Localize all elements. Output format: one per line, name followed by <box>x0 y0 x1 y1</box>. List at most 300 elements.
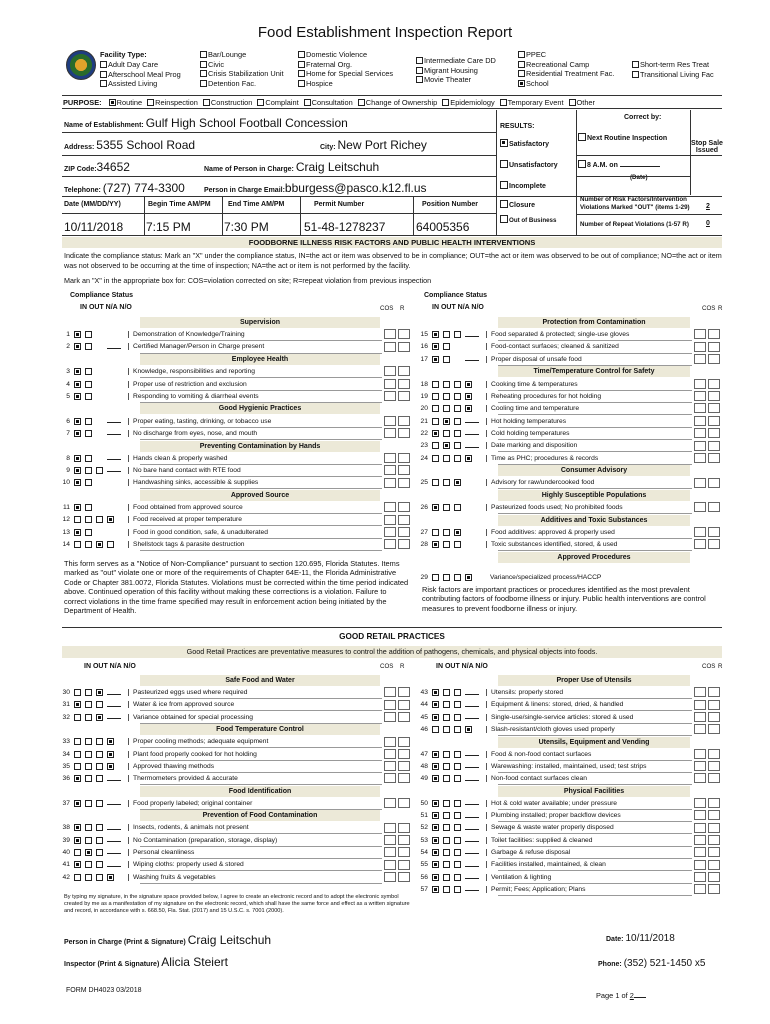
facility-type-option[interactable]: Bar/Lounge <box>200 50 284 60</box>
status-checkbox[interactable] <box>85 541 92 548</box>
cos-r-box[interactable] <box>398 773 410 783</box>
cos-r-box[interactable] <box>384 835 396 845</box>
status-checkbox[interactable] <box>443 442 450 449</box>
facility-type-option[interactable]: Recreational Camp <box>518 60 614 70</box>
status-checkbox[interactable] <box>443 751 450 758</box>
status-checkbox[interactable] <box>85 381 92 388</box>
status-checkbox[interactable] <box>454 504 461 511</box>
status-checkbox[interactable] <box>74 343 81 350</box>
status-checkbox[interactable] <box>74 861 81 868</box>
cos-r-box[interactable] <box>694 441 706 451</box>
cos-r-box[interactable] <box>708 354 720 364</box>
cos-r-box[interactable] <box>708 478 720 488</box>
cos-r-box[interactable] <box>708 527 720 537</box>
position-value[interactable]: 64005356 <box>416 220 470 234</box>
cos-r-box[interactable] <box>384 761 396 771</box>
status-checkbox[interactable] <box>443 726 450 733</box>
status-checkbox[interactable] <box>443 837 450 844</box>
permit-value[interactable]: 51-48-1278237 <box>304 220 386 234</box>
checkbox[interactable] <box>100 80 107 87</box>
cos-r-box[interactable] <box>694 354 706 364</box>
cos-r-box[interactable] <box>708 391 720 401</box>
inspector-signature[interactable]: Inspector (Print & Signature) Alicia Steiert <box>64 955 228 969</box>
compliance-item-row[interactable]: 20 Cooling time and temperature <box>420 402 722 415</box>
purpose-option[interactable]: Consultation <box>304 98 353 107</box>
cos-r-box[interactable] <box>398 761 410 771</box>
cos-r-box[interactable] <box>398 687 410 697</box>
cos-r-box[interactable] <box>398 835 410 845</box>
status-checkbox[interactable] <box>96 714 103 721</box>
status-checkbox[interactable] <box>432 714 439 721</box>
status-checkbox[interactable] <box>96 775 103 782</box>
cos-r-box[interactable] <box>398 502 410 512</box>
compliance-item-row[interactable]: 22 Cold holding temperatures <box>420 427 722 440</box>
cos-r-box[interactable] <box>384 416 396 426</box>
cos-r-box[interactable] <box>694 687 706 697</box>
status-checkbox[interactable] <box>74 368 81 375</box>
status-checkbox[interactable] <box>74 849 81 856</box>
status-checkbox[interactable] <box>85 689 92 696</box>
status-checkbox[interactable] <box>74 529 81 536</box>
cos-r-box[interactable] <box>694 835 706 845</box>
status-checkbox[interactable] <box>432 405 439 412</box>
cos-r-box[interactable] <box>708 823 720 833</box>
checkbox[interactable] <box>200 80 207 87</box>
status-checkbox[interactable] <box>107 763 114 770</box>
cos-r-box[interactable] <box>694 403 706 413</box>
status-checkbox[interactable] <box>443 381 450 388</box>
compliance-item-row[interactable]: 54 Garbage & refuse disposal <box>420 846 722 859</box>
status-checkbox[interactable] <box>443 714 450 721</box>
end-time-value[interactable]: 7:30 PM <box>224 220 269 234</box>
status-checkbox[interactable] <box>432 479 439 486</box>
cos-r-box[interactable] <box>384 773 396 783</box>
facility-type-option[interactable]: PPEC <box>518 50 614 60</box>
compliance-item-row[interactable]: 51 Plumbing installed; proper backflow devices <box>420 809 722 822</box>
status-checkbox[interactable] <box>74 751 81 758</box>
facility-type-option[interactable]: Movie Theater <box>416 75 496 85</box>
cos-r-box[interactable] <box>398 379 410 389</box>
compliance-item-row[interactable]: 16 Food-contact surfaces; cleaned & sanitized <box>420 341 722 354</box>
status-checkbox[interactable] <box>454 381 461 388</box>
cos-r-box[interactable] <box>398 453 410 463</box>
status-checkbox[interactable] <box>432 331 439 338</box>
status-checkbox[interactable] <box>85 529 92 536</box>
cos-r-box[interactable] <box>384 502 396 512</box>
status-checkbox[interactable] <box>454 405 461 412</box>
cos-r-box[interactable] <box>398 712 410 722</box>
compliance-item-row[interactable]: 37 Food properly labeled; original container <box>62 797 412 810</box>
status-checkbox[interactable] <box>454 689 461 696</box>
compliance-item-row[interactable]: 23 Date marking and disposition <box>420 440 722 453</box>
result-out-of-business[interactable]: Out of Business <box>500 215 556 224</box>
cos-r-box[interactable] <box>398 391 410 401</box>
status-checkbox[interactable] <box>454 714 461 721</box>
cos-r-box[interactable] <box>398 872 410 882</box>
am-on-date[interactable]: 8 A.M. on <box>578 160 660 169</box>
cos-r-box[interactable] <box>398 749 410 759</box>
compliance-item-row[interactable]: 2 Certified Manager/Person in Charge present <box>62 341 412 354</box>
cos-r-box[interactable] <box>694 527 706 537</box>
facility-type-option[interactable]: Home for Special Services <box>298 69 393 79</box>
status-checkbox[interactable] <box>432 849 439 856</box>
purpose-option[interactable]: Other <box>569 98 595 107</box>
compliance-item-row[interactable]: 26 Pasteurized foods used; No prohibited foods <box>420 501 722 514</box>
status-checkbox[interactable] <box>85 751 92 758</box>
purpose-option[interactable]: Temporary Event <box>500 98 564 107</box>
status-checkbox[interactable] <box>432 418 439 425</box>
status-checkbox[interactable] <box>74 738 81 745</box>
compliance-item-row[interactable]: 41 Wiping cloths: properly used & stored <box>62 859 412 872</box>
compliance-item-row[interactable]: 49 Non-food contact surfaces clean <box>420 772 722 785</box>
status-checkbox[interactable] <box>432 541 439 548</box>
status-checkbox[interactable] <box>432 529 439 536</box>
cos-r-box[interactable] <box>694 539 706 549</box>
status-checkbox[interactable] <box>454 861 461 868</box>
cos-r-box[interactable] <box>384 860 396 870</box>
status-checkbox[interactable] <box>432 800 439 807</box>
cos-r-box[interactable] <box>708 810 720 820</box>
status-checkbox[interactable] <box>74 701 81 708</box>
compliance-item-row[interactable]: 14 Shellstock tags & parasite destruction <box>62 538 412 551</box>
status-checkbox[interactable] <box>465 726 472 733</box>
cos-r-box[interactable] <box>384 749 396 759</box>
cos-r-box[interactable] <box>694 391 706 401</box>
result-closure[interactable]: Closure <box>500 200 535 209</box>
status-checkbox[interactable] <box>96 824 103 831</box>
facility-type-option[interactable]: Hospice <box>298 79 393 89</box>
compliance-item-row[interactable]: 8 Hands clean & properly washed <box>62 452 412 465</box>
compliance-item-row[interactable]: 35 Approved thawing methods <box>62 760 412 773</box>
status-checkbox[interactable] <box>96 689 103 696</box>
compliance-item-row[interactable]: 43 Utensils: properly stored <box>420 686 722 699</box>
cos-r-box[interactable] <box>694 416 706 426</box>
status-checkbox[interactable] <box>85 504 92 511</box>
compliance-item-row[interactable]: 33 Proper cooling methods; adequate equipment <box>62 736 412 749</box>
checkbox[interactable] <box>632 61 639 68</box>
status-checkbox[interactable] <box>74 331 81 338</box>
compliance-item-row[interactable]: 47 Food & non-food contact surfaces <box>420 748 722 761</box>
city-field[interactable]: City: New Port Richey <box>320 138 427 152</box>
cos-r-box[interactable] <box>694 478 706 488</box>
cos-r-box[interactable] <box>694 884 706 894</box>
compliance-item-row[interactable]: 9 No bare hand contact with RTE food <box>62 464 412 477</box>
facility-type-option[interactable]: Fraternal Org. <box>298 60 393 70</box>
status-checkbox[interactable] <box>443 800 450 807</box>
cos-r-box[interactable] <box>708 835 720 845</box>
status-checkbox[interactable] <box>74 541 81 548</box>
status-checkbox[interactable] <box>443 418 450 425</box>
status-checkbox[interactable] <box>85 479 92 486</box>
checkbox[interactable] <box>100 61 107 68</box>
cos-r-box[interactable] <box>398 428 410 438</box>
compliance-item-row[interactable]: 12 Food received at proper temperature <box>62 514 412 527</box>
compliance-item-row[interactable]: 7 No discharge from eyes, nose, and mouth <box>62 427 412 440</box>
facility-type-option[interactable]: Transitional Living Fac <box>632 70 714 80</box>
compliance-item-row[interactable]: 6 Proper eating, tasting, drinking, or tobacco use <box>62 415 412 428</box>
status-checkbox[interactable] <box>454 837 461 844</box>
facility-type-option[interactable]: School <box>518 79 614 89</box>
facility-type-option[interactable]: Residential Treatment Fac. <box>518 69 614 79</box>
status-checkbox[interactable] <box>443 479 450 486</box>
status-checkbox[interactable] <box>432 751 439 758</box>
cos-r-box[interactable] <box>398 823 410 833</box>
status-checkbox[interactable] <box>96 516 103 523</box>
cos-r-box[interactable] <box>694 453 706 463</box>
cos-r-box[interactable] <box>708 539 720 549</box>
status-checkbox[interactable] <box>432 455 439 462</box>
status-checkbox[interactable] <box>454 874 461 881</box>
status-checkbox[interactable] <box>74 775 81 782</box>
compliance-item-row[interactable]: 38 Insects, rodents, & animals not present <box>62 822 412 835</box>
cos-r-box[interactable] <box>694 502 706 512</box>
status-checkbox[interactable] <box>107 516 114 523</box>
compliance-item-row[interactable]: 55 Facilities installed, maintained, & clean <box>420 859 722 872</box>
facility-type-option[interactable]: Adult Day Care <box>100 60 181 70</box>
facility-type-option[interactable]: Afterschool Meal Prog <box>100 70 181 80</box>
status-checkbox[interactable] <box>74 837 81 844</box>
compliance-item-row[interactable]: 27 Food additives: approved & properly used <box>420 526 722 539</box>
checkbox[interactable] <box>298 61 305 68</box>
status-checkbox[interactable] <box>443 331 450 338</box>
status-checkbox[interactable] <box>74 516 81 523</box>
cos-r-box[interactable] <box>384 527 396 537</box>
cos-r-box[interactable] <box>694 761 706 771</box>
address-field[interactable]: Address: 5355 School Road <box>64 138 196 152</box>
checkbox[interactable] <box>632 71 639 78</box>
cos-r-box[interactable] <box>398 847 410 857</box>
status-checkbox[interactable] <box>443 356 450 363</box>
cos-r-box[interactable] <box>398 478 410 488</box>
cos-r-box[interactable] <box>708 712 720 722</box>
compliance-item-row[interactable]: 21 Hot holding temperatures <box>420 415 722 428</box>
status-checkbox[interactable] <box>74 824 81 831</box>
cos-r-box[interactable] <box>694 712 706 722</box>
status-checkbox[interactable] <box>454 824 461 831</box>
next-routine-inspection[interactable]: Next Routine Inspection <box>578 133 667 142</box>
checkbox[interactable] <box>200 61 207 68</box>
compliance-item-row[interactable]: 24 Time as PHC; procedures & records <box>420 452 722 465</box>
cos-r-box[interactable] <box>708 416 720 426</box>
compliance-item-row[interactable]: 32 Variance obtained for special processing <box>62 711 412 724</box>
facility-type-option[interactable]: Crisis Stabilization Unit <box>200 69 284 79</box>
cos-r-box[interactable] <box>384 366 396 376</box>
status-checkbox[interactable] <box>443 861 450 868</box>
status-checkbox[interactable] <box>432 430 439 437</box>
compliance-item-row[interactable]: 45 Single-use/single-service articles: stored & used <box>420 711 722 724</box>
compliance-item-row[interactable]: 25 Advisory for raw/undercooked food <box>420 477 722 490</box>
purpose-option[interactable]: Routine <box>109 98 142 107</box>
status-checkbox[interactable] <box>74 430 81 437</box>
status-checkbox[interactable] <box>107 874 114 881</box>
facility-type-option[interactable]: Intermediate Care DD <box>416 56 496 66</box>
cos-r-box[interactable] <box>694 823 706 833</box>
cos-r-box[interactable] <box>398 700 410 710</box>
status-checkbox[interactable] <box>74 763 81 770</box>
facility-type-option[interactable]: Domestic Violence <box>298 50 393 60</box>
status-checkbox[interactable] <box>432 442 439 449</box>
checkbox[interactable] <box>298 51 305 58</box>
establishment-name-field[interactable]: Name of Establishment: Gulf High School Football Concession <box>64 116 348 130</box>
status-checkbox[interactable] <box>85 763 92 770</box>
compliance-item-row[interactable]: 39 No Contamination (preparation, storage, display) <box>62 834 412 847</box>
status-checkbox[interactable] <box>85 430 92 437</box>
purpose-option[interactable]: Reinspection <box>147 98 198 107</box>
purpose-option[interactable]: Complaint <box>257 98 298 107</box>
status-checkbox[interactable] <box>443 775 450 782</box>
cos-r-box[interactable] <box>708 724 720 734</box>
status-checkbox[interactable] <box>74 455 81 462</box>
checkbox[interactable] <box>518 61 525 68</box>
cos-r-box[interactable] <box>384 379 396 389</box>
status-checkbox[interactable] <box>432 689 439 696</box>
status-checkbox[interactable] <box>432 504 439 511</box>
status-checkbox[interactable] <box>96 861 103 868</box>
cos-r-box[interactable] <box>398 527 410 537</box>
facility-type-option[interactable]: Civic <box>200 60 284 70</box>
cos-r-box[interactable] <box>694 872 706 882</box>
status-checkbox[interactable] <box>85 331 92 338</box>
compliance-item-row[interactable]: 42 Washing fruits & vegetables <box>62 871 412 884</box>
facility-type-option[interactable]: Migrant Housing <box>416 66 496 76</box>
checkbox[interactable] <box>200 51 207 58</box>
cos-r-box[interactable] <box>398 416 410 426</box>
cos-r-box[interactable] <box>694 379 706 389</box>
status-checkbox[interactable] <box>443 541 450 548</box>
status-checkbox[interactable] <box>85 393 92 400</box>
cos-r-box[interactable] <box>384 712 396 722</box>
status-checkbox[interactable] <box>443 689 450 696</box>
status-checkbox[interactable] <box>432 874 439 881</box>
status-checkbox[interactable] <box>443 455 450 462</box>
status-checkbox[interactable] <box>454 751 461 758</box>
compliance-item-row[interactable]: 46 Slash-resistant/cloth gloves used properly <box>420 723 722 736</box>
compliance-item-row[interactable]: 28 Toxic substances identified, stored, & used <box>420 538 722 551</box>
status-checkbox[interactable] <box>85 775 92 782</box>
cos-r-box[interactable] <box>384 872 396 882</box>
cos-r-box[interactable] <box>398 860 410 870</box>
cos-r-box[interactable] <box>694 798 706 808</box>
status-checkbox[interactable] <box>96 837 103 844</box>
status-checkbox[interactable] <box>96 849 103 856</box>
cos-r-box[interactable] <box>694 329 706 339</box>
purpose-option[interactable]: Epidemiology <box>442 98 494 107</box>
cos-r-box[interactable] <box>708 884 720 894</box>
compliance-item-row[interactable]: 50 Hot & cold water available; under pressure <box>420 797 722 810</box>
cos-r-box[interactable] <box>384 329 396 339</box>
result-incomplete[interactable]: Incomplete <box>500 181 546 190</box>
compliance-item-row[interactable]: 52 Sewage & waste water properly disposed <box>420 822 722 835</box>
status-checkbox[interactable] <box>454 393 461 400</box>
email-field[interactable]: Person in Charge Email:bburgess@pasco.k12.fl.us <box>204 181 427 195</box>
cos-r-box[interactable] <box>384 465 396 475</box>
status-checkbox[interactable] <box>454 726 461 733</box>
status-checkbox[interactable] <box>432 356 439 363</box>
status-checkbox[interactable] <box>432 763 439 770</box>
status-checkbox[interactable] <box>85 824 92 831</box>
status-checkbox[interactable] <box>74 504 81 511</box>
status-checkbox[interactable] <box>96 763 103 770</box>
result-satisfactory[interactable]: Satisfactory <box>500 139 549 148</box>
status-checkbox[interactable] <box>443 824 450 831</box>
cos-r-box[interactable] <box>384 847 396 857</box>
cos-r-box[interactable] <box>398 539 410 549</box>
status-checkbox[interactable] <box>85 343 92 350</box>
cos-r-box[interactable] <box>708 441 720 451</box>
compliance-item-row[interactable]: 56 Ventilation & lighting <box>420 871 722 884</box>
status-checkbox[interactable] <box>85 701 92 708</box>
checkbox[interactable] <box>298 70 305 77</box>
cos-r-box[interactable] <box>708 761 720 771</box>
status-checkbox[interactable] <box>443 812 450 819</box>
status-checkbox[interactable] <box>432 837 439 844</box>
status-checkbox[interactable] <box>443 430 450 437</box>
status-checkbox[interactable] <box>465 381 472 388</box>
status-checkbox[interactable] <box>465 455 472 462</box>
status-checkbox[interactable] <box>74 381 81 388</box>
status-checkbox[interactable] <box>454 886 461 893</box>
cos-r-box[interactable] <box>694 773 706 783</box>
status-checkbox[interactable] <box>96 541 103 548</box>
cos-r-box[interactable] <box>708 329 720 339</box>
status-checkbox[interactable] <box>443 405 450 412</box>
status-checkbox[interactable] <box>96 874 103 881</box>
status-checkbox[interactable] <box>454 701 461 708</box>
status-checkbox[interactable] <box>74 800 81 807</box>
facility-type-option[interactable]: Assisted Living <box>100 79 181 89</box>
status-checkbox[interactable] <box>454 331 461 338</box>
status-checkbox[interactable] <box>85 714 92 721</box>
cos-r-box[interactable] <box>694 700 706 710</box>
cos-r-box[interactable] <box>398 737 410 747</box>
status-checkbox[interactable] <box>74 689 81 696</box>
status-checkbox[interactable] <box>443 701 450 708</box>
cos-r-box[interactable] <box>708 773 720 783</box>
status-checkbox[interactable] <box>443 886 450 893</box>
compliance-item-row[interactable]: 34 Plant food properly cooked for hot holding <box>62 748 412 761</box>
compliance-item-row[interactable]: 17 Proper disposal of unsafe food <box>420 353 722 366</box>
checkbox[interactable] <box>298 80 305 87</box>
status-checkbox[interactable] <box>85 861 92 868</box>
cos-r-box[interactable] <box>384 453 396 463</box>
status-checkbox[interactable] <box>96 738 103 745</box>
cos-r-box[interactable] <box>398 465 410 475</box>
status-checkbox[interactable] <box>96 701 103 708</box>
status-checkbox[interactable] <box>85 455 92 462</box>
cos-r-box[interactable] <box>708 847 720 857</box>
cos-r-box[interactable] <box>694 342 706 352</box>
status-checkbox[interactable] <box>454 763 461 770</box>
purpose-option[interactable]: Construction <box>203 98 253 107</box>
status-checkbox[interactable] <box>443 763 450 770</box>
begin-time-value[interactable]: 7:15 PM <box>146 220 191 234</box>
inspector-phone[interactable]: Phone: (352) 521-1450 x5 <box>598 958 706 969</box>
compliance-item-row[interactable]: 53 Toilet facilities: supplied & cleaned <box>420 834 722 847</box>
telephone-field[interactable]: Telephone: (727) 774-3300 <box>64 181 185 195</box>
zip-field[interactable]: ZIP Code:34652 <box>64 160 130 174</box>
cos-r-box[interactable] <box>398 515 410 525</box>
status-checkbox[interactable] <box>74 467 81 474</box>
status-checkbox[interactable] <box>454 812 461 819</box>
checkbox[interactable] <box>100 71 107 78</box>
status-checkbox[interactable] <box>96 800 103 807</box>
status-checkbox[interactable] <box>85 467 92 474</box>
cos-r-box[interactable] <box>384 798 396 808</box>
cos-r-box[interactable] <box>708 428 720 438</box>
status-checkbox[interactable] <box>96 467 103 474</box>
checkbox[interactable] <box>416 67 423 74</box>
result-unsatisfactory[interactable]: Unsatisfactory <box>500 160 558 169</box>
